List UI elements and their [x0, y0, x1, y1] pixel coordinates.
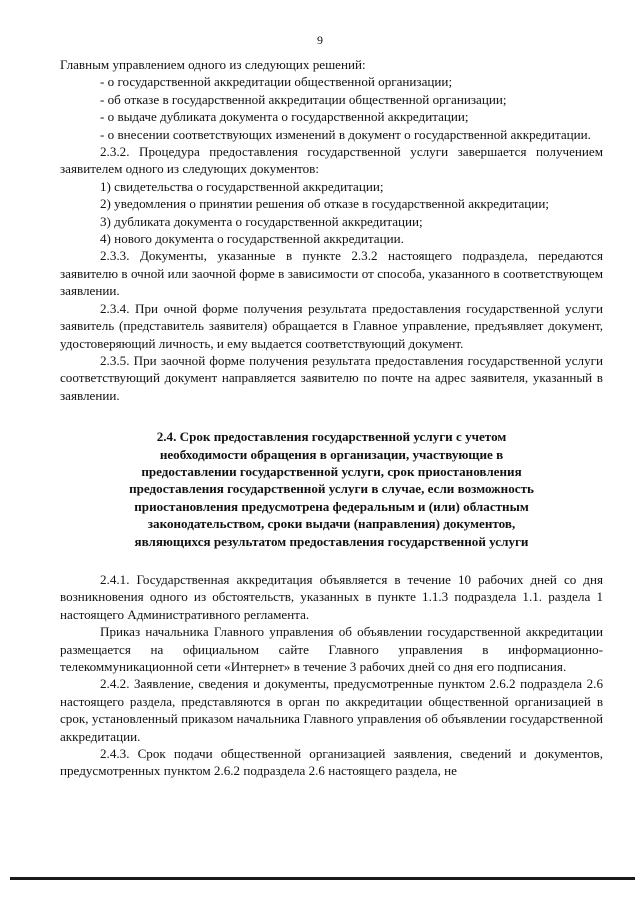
heading-line: являющихся результатом предоставления государственной услуги: [134, 533, 529, 549]
decision-item-2: - об отказе в государственной аккредитации общественной организации;: [100, 91, 507, 107]
page-number: 9: [317, 33, 323, 47]
heading-line: 2.4. Срок предоставления государственной услуги с учетом: [156, 429, 507, 445]
bottom-rule: [10, 877, 635, 880]
document-body: [60, 56, 603, 780]
paragraph-2-3-4: 2.3.4. При очной форме получения результата предоставления государственной услуги заявитель (представитель заявителя) обращается в Главное управление, предъявляет документ, удостоверяющий личность, и ему выдается соответствующий документ.: [60, 300, 603, 351]
document-item-3: 3) дубликата документа о государственной аккредитации;: [100, 213, 423, 229]
section-heading-2-4: [60, 428, 603, 550]
intro-line: Главным управлением одного из следующих решений:: [60, 57, 366, 72]
paragraph-order: Приказ начальника Главного управления об объявлении государственной аккредитации размещается на официальном сайте Главного управления в информационно-телекоммуникационной сети «Интернет» в течение 3 рабочих дней со дня его подписания.: [60, 624, 603, 674]
decision-item-4: - о внесении соответствующих изменений в документ о государственной аккредитации.: [100, 126, 591, 142]
heading-line: приостановления предусмотрена федеральным и (или) областным: [134, 498, 529, 514]
heading-line: необходимости обращения в организации, участвующие в: [159, 446, 504, 462]
paragraph-2-3-5: 2.3.5. При заочной форме получения результата предоставления государственной услуги соответствующий документ направляется заявителю по почте на адрес заявителя, указанный в заявлении.: [60, 352, 603, 403]
document-item-2: 2) уведомления о принятии решения об отказе в государственной аккредитации;: [100, 196, 549, 212]
document-item-4: 4) нового документа о государственной аккредитации.: [100, 231, 404, 247]
heading-line: предоставления государственной услуги в случае, если возможность: [129, 481, 534, 497]
heading-line: предоставлении государственной услуги, срок приостановления: [141, 463, 522, 479]
heading-line: законодательством, сроки выдачи (направления) документов,: [147, 516, 516, 532]
decision-item-3: - о выдаче дубликата документа о государственной аккредитации;: [100, 109, 469, 125]
paragraph-2-4-3: 2.4.3. Срок подачи общественной организацией заявления, сведений и документов, предусмотренных пунктом 2.6.2 подраздела 2.6 настоящего раздела, не: [60, 746, 603, 779]
paragraph-2-4-1: 2.4.1. Государственная аккредитация объявляется в течение 10 рабочих дней со дня возникновения одного из обстоятельств, указанных в пункте 1.1.3 подраздела 1.1. раздела 1 настоящего Административного регламента.: [60, 571, 603, 622]
document-item-1: 1) свидетельства о государственной аккредитации;: [100, 178, 384, 194]
paragraph-2-3-2: 2.3.2. Процедура предоставления государственной услуги завершается получением заявителем одного из следующих документов:: [60, 144, 603, 177]
paragraph-2-4-2: 2.4.2. Заявление, сведения и документы, предусмотренные пунктом 2.6.2 подраздела 2.6 настоящего раздела, представляются в орган по аккредитации общественной организацией в срок, установленный приказом начальника Главного управления об объявлении государственной аккредитации.: [60, 676, 603, 744]
paragraph-2-3-3: 2.3.3. Документы, указанные в пункте 2.3.2 настоящего подраздела, передаются заявителю в очной или заочной форме в зависимости от способа, указанного в соответствующем заявлении.: [60, 248, 603, 299]
decision-item-1: - о государственной аккредитации общественной организации;: [100, 74, 453, 90]
